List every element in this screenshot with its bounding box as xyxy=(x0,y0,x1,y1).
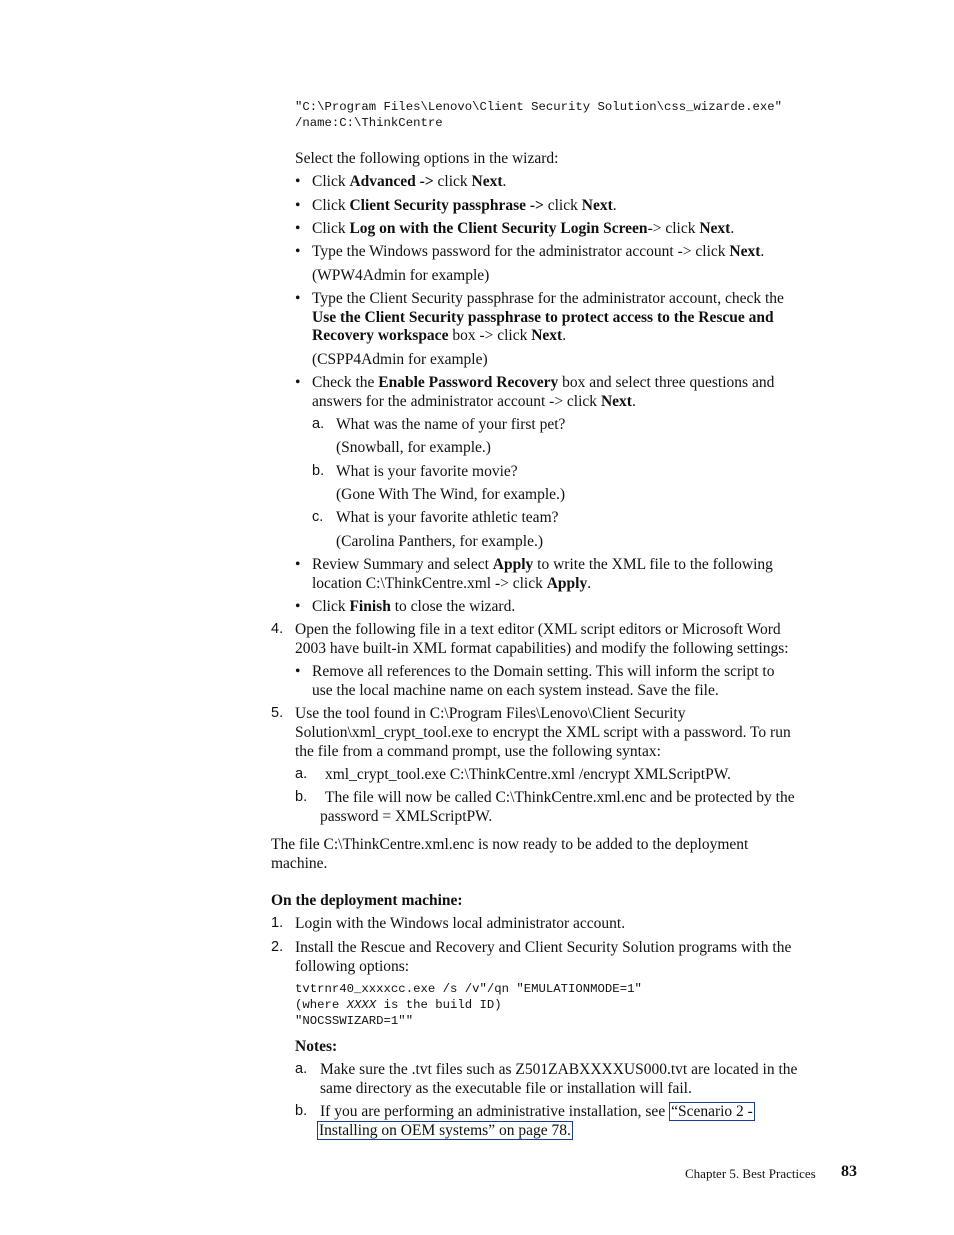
bullet-marker: • xyxy=(295,556,301,573)
example-text: (Snowball, for example.) xyxy=(336,439,491,456)
bullet-item: Click Finish to close the wizard. xyxy=(312,598,516,615)
note-text: If you are performing an administrative installation, see “Scenario 2 - xyxy=(320,1103,753,1120)
bullet-item: Click Advanced -> click Next. xyxy=(312,173,507,190)
bullet-item: Type the Windows password for the administrator account -> click Next. xyxy=(312,243,765,260)
step-text: Install the Rescue and Recovery and Client Security Solution programs with the xyxy=(295,939,792,956)
list-label: b. xyxy=(295,1103,308,1119)
bullet-marker: • xyxy=(295,197,301,214)
bullet-item: Click Log on with the Client Security Login Screen-> click Next. xyxy=(312,220,735,237)
step-text: 2003 have built-in XML format capabilities) and modify the following settings: xyxy=(295,640,789,657)
step-text: following options: xyxy=(295,958,410,975)
section-heading: On the deployment machine: xyxy=(271,892,463,909)
step-number: 1. xyxy=(271,915,284,931)
list-label: a. xyxy=(295,1061,308,1077)
bullet-marker: • xyxy=(295,243,301,260)
step-text: Use the tool found in C:\Program Files\Lenovo\Client Security xyxy=(295,705,686,722)
step-number: 5. xyxy=(271,705,284,721)
step-text: Solution\xml_crypt_tool.exe to encrypt the XML script with a password. To run xyxy=(295,724,791,741)
paragraph: machine. xyxy=(271,855,328,872)
question-text: What is your favorite athletic team? xyxy=(336,509,559,526)
code-line: tvtrnr40_xxxxcc.exe /s /v"/qn "EMULATIONMODE=1" xyxy=(295,982,642,996)
bullet-item: Check the Enable Password Recovery box and select three questions and xyxy=(312,374,775,391)
bullet-item-cont: location C:\ThinkCentre.xml -> click Apply. xyxy=(312,575,592,592)
bullet-marker: • xyxy=(295,598,301,615)
bullet-marker: • xyxy=(295,663,301,680)
note-text xyxy=(317,1121,573,1140)
step-text: Open the following file in a text editor (XML script editors or Microsoft Word xyxy=(295,621,781,638)
step-number: 4. xyxy=(271,621,284,637)
note-text: same directory as the executable file or installation will fail. xyxy=(320,1080,692,1097)
chapter-label: Chapter 5. Best Practices xyxy=(685,1166,816,1181)
list-label: b. xyxy=(312,463,325,479)
list-label: b. xyxy=(295,789,308,805)
bullet-item: Click Client Security passphrase -> click Next. xyxy=(312,197,617,214)
bullet-marker: • xyxy=(295,374,301,391)
code-line: /name:C:\ThinkCentre xyxy=(295,116,443,130)
example-text: (Gone With The Wind, for example.) xyxy=(336,486,566,503)
paragraph: The file C:\ThinkCentre.xml.enc is now ready to be added to the deployment xyxy=(271,836,749,853)
bullet-marker: • xyxy=(295,220,301,237)
cross-reference-link[interactable]: Installing on OEM systems” on page 78. xyxy=(319,1122,571,1139)
list-label: a. xyxy=(312,416,325,432)
example-text: (Carolina Panthers, for example.) xyxy=(336,533,544,550)
question-text: What is your favorite movie? xyxy=(336,463,518,480)
bullet-marker: • xyxy=(295,290,301,307)
bullet-marker: • xyxy=(295,173,301,190)
example-text: (CSPP4Admin for example) xyxy=(312,351,488,368)
note-text: Make sure the .tvt files such as Z501ZABXXXXUS000.tvt are located in the xyxy=(320,1061,798,1078)
bullet-item-cont: answers for the administrator account -> click Next. xyxy=(312,393,636,410)
code-line: "C:\Program Files\Lenovo\Client Security Solution\css_wizarde.exe" xyxy=(295,100,783,114)
cross-reference-link[interactable]: “Scenario 2 - xyxy=(671,1103,753,1120)
bullet-item: Type the Client Security passphrase for the administrator account, check the xyxy=(312,290,784,307)
substep-text: xml_crypt_tool.exe C:\ThinkCentre.xml /encrypt XMLScriptPW. xyxy=(325,766,731,783)
step-number: 2. xyxy=(271,939,284,955)
notes-heading: Notes: xyxy=(295,1038,338,1055)
bullet-item-cont: Recovery workspace box -> click Next. xyxy=(312,327,567,344)
bullet-item-cont: use the local machine name on each system instead. Save the file. xyxy=(312,682,719,699)
question-text: What was the name of your first pet? xyxy=(336,416,566,433)
wizard-intro: Select the following options in the wizard: xyxy=(295,150,559,167)
step-text: Login with the Windows local administrator account. xyxy=(295,915,626,932)
bullet-item: Remove all references to the Domain setting. This will inform the script to xyxy=(312,663,775,680)
list-label: a. xyxy=(295,766,308,782)
step-text: the file from a command prompt, use the following syntax: xyxy=(295,743,661,760)
page-number: 83 xyxy=(841,1163,857,1180)
substep-text: password = XMLScriptPW. xyxy=(320,808,493,825)
list-label: c. xyxy=(312,509,324,525)
substep-text: The file will now be called C:\ThinkCentre.xml.enc and be protected by the xyxy=(325,789,795,806)
bullet-item: Review Summary and select Apply to write the XML file to the following xyxy=(312,556,773,573)
example-text: (WPW4Admin for example) xyxy=(312,267,490,284)
code-line: "NOCSSWIZARD=1"" xyxy=(295,1014,414,1028)
code-line: (where XXXX is the build ID) xyxy=(295,998,502,1012)
bullet-item-cont: Use the Client Security passphrase to protect access to the Rescue and xyxy=(312,309,774,326)
